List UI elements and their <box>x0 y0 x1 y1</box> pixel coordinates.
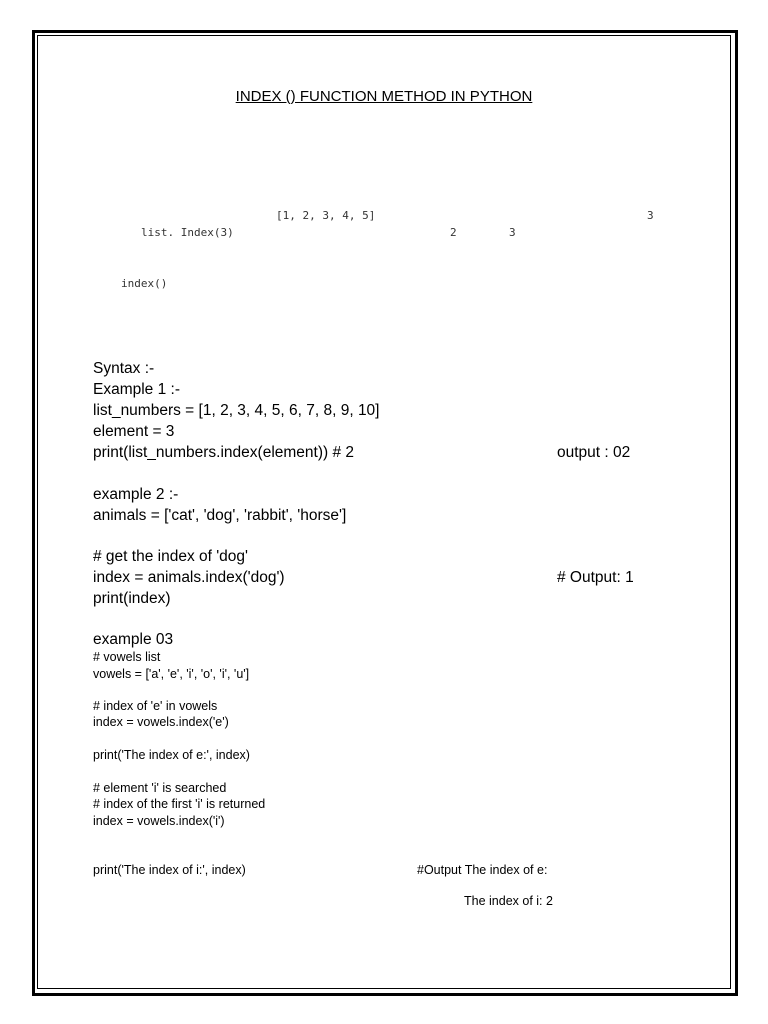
document-title: INDEX () FUNCTION METHOD IN PYTHON <box>235 88 533 105</box>
example3-line9: print('The index of i:', index) <box>93 863 246 877</box>
example3-output-line2: The index of i: 2 <box>464 894 553 908</box>
example3-heading: example 03 <box>93 631 174 648</box>
faded-number-two: 2 <box>450 226 457 239</box>
example1-line2: element = 3 <box>93 423 175 440</box>
example2-line1: animals = ['cat', 'dog', 'rabbit', 'horse'] <box>93 507 347 524</box>
faded-list-index-call: list. Index(3) <box>141 226 234 239</box>
example3-line6: # element 'i' is searched <box>93 781 227 795</box>
example2-line2: index = animals.index('dog') <box>93 569 285 586</box>
example3-line7: # index of the first 'i' is returned <box>93 797 266 811</box>
example1-line3: print(list_numbers.index(element)) # 2 <box>93 444 355 461</box>
example2-comment: # get the index of 'dog' <box>93 548 249 565</box>
example2-line3: print(index) <box>93 590 171 607</box>
example3-line2: vowels = ['a', 'e', 'i', 'o', 'i', 'u'] <box>93 667 250 681</box>
example3-line3: # index of 'e' in vowels <box>93 699 218 713</box>
example3-line1: # vowels list <box>93 650 161 664</box>
example2-heading: example 2 :- <box>93 486 179 503</box>
syntax-label: Syntax :- <box>93 360 155 377</box>
example3-line8: index = vowels.index('i') <box>93 814 225 828</box>
example1-line1: list_numbers = [1, 2, 3, 4, 5, 6, 7, 8, 9, 10] <box>93 402 380 419</box>
faded-index-function: index() <box>121 277 168 290</box>
example2-output: # Output: 1 <box>557 569 634 586</box>
example1-output: output : 02 <box>557 444 631 461</box>
example3-line5: print('The index of e:', index) <box>93 748 250 762</box>
faded-number-three-right: 3 <box>647 209 654 222</box>
faded-list-literal: [1, 2, 3, 4, 5] <box>276 209 376 222</box>
faded-number-three: 3 <box>509 226 516 239</box>
example3-output-line1: #Output The index of e: <box>417 863 548 877</box>
example3-line4: index = vowels.index('e') <box>93 715 229 729</box>
example1-heading: Example 1 :- <box>93 381 181 398</box>
